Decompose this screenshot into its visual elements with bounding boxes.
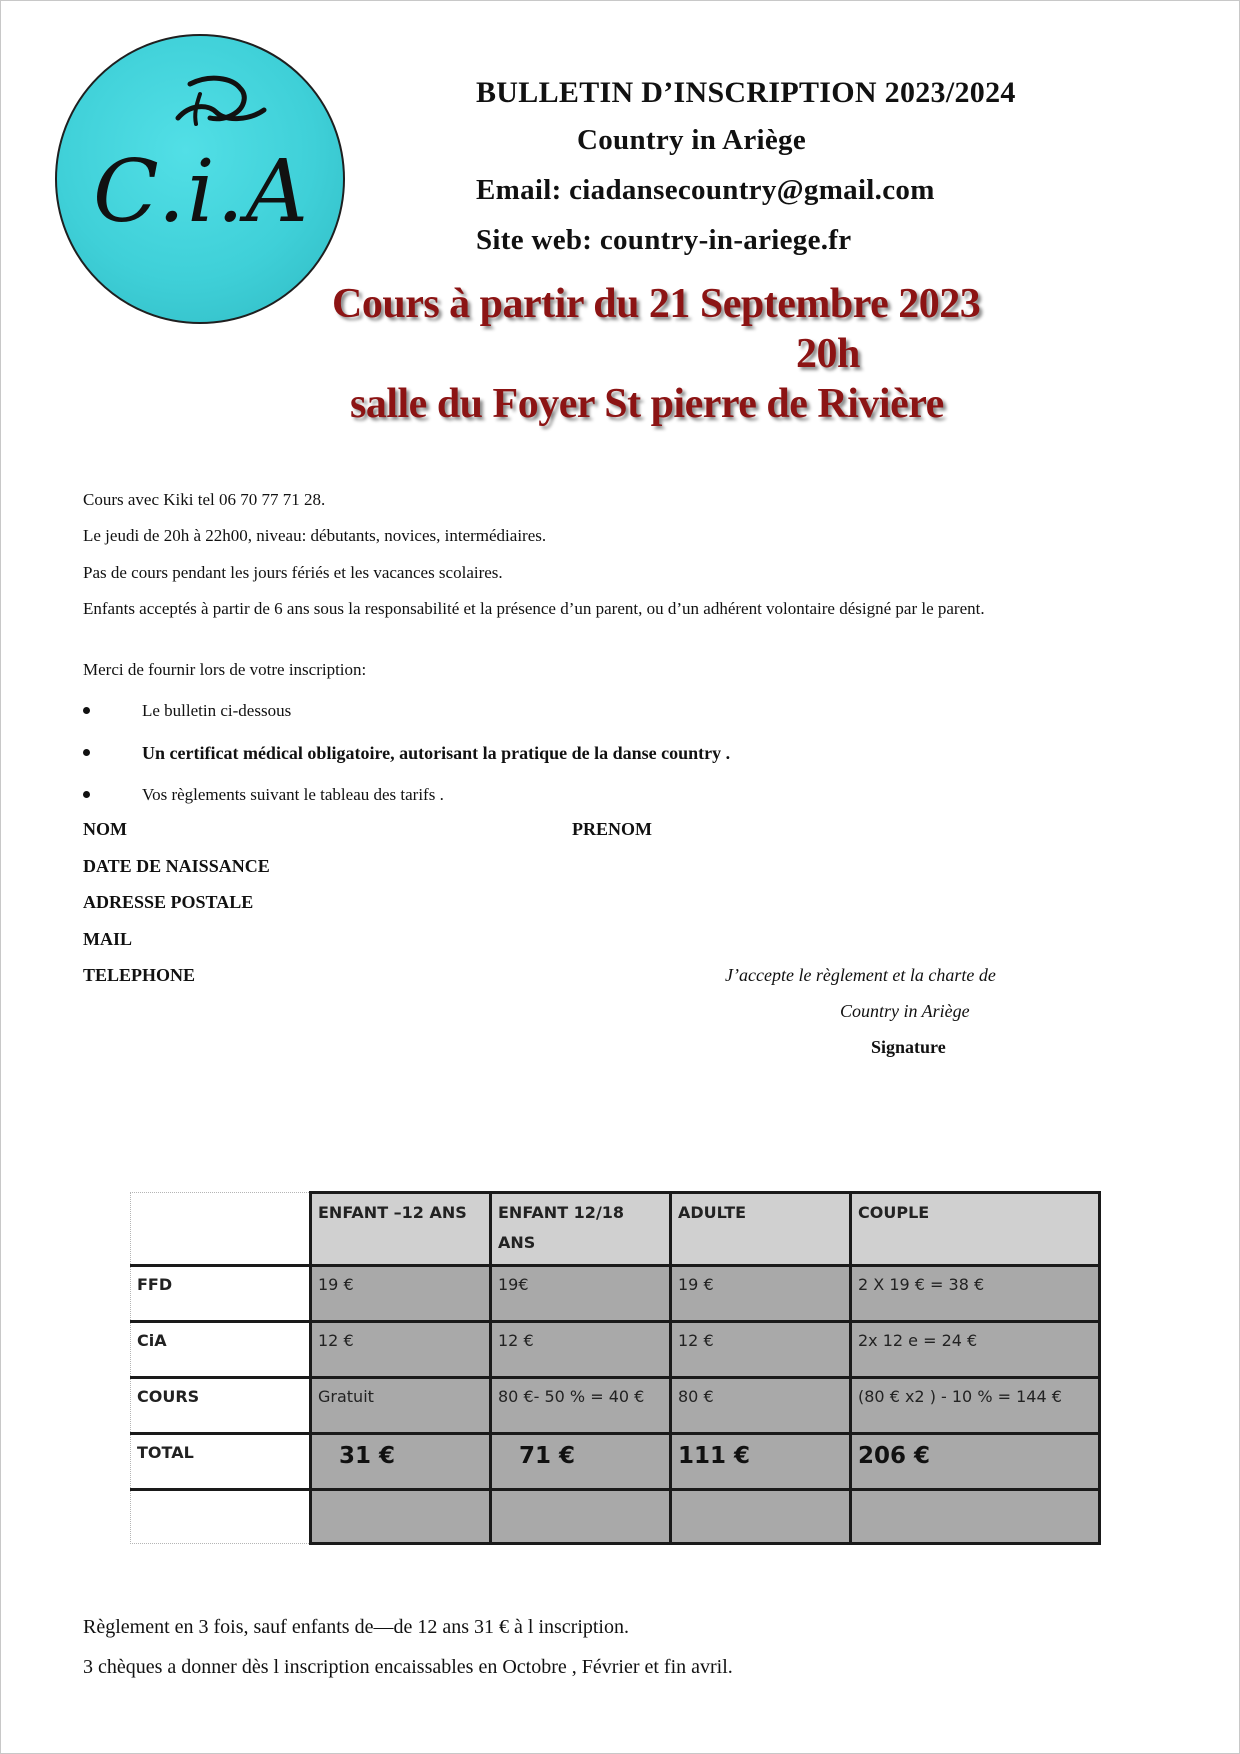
total-cell: 111 € xyxy=(671,1434,851,1490)
table-cell: 19€ xyxy=(491,1266,671,1322)
table-cell xyxy=(851,1490,1100,1544)
table-corner-cell xyxy=(131,1193,311,1266)
total-cell: 71 € xyxy=(491,1434,671,1490)
table-row-empty xyxy=(131,1490,1100,1544)
column-header: ENFANT –12 ANS xyxy=(311,1193,491,1266)
row-header xyxy=(131,1490,311,1544)
bullet-item: Un certificat médical obligatoire, autorisant la pratique de la danse country . xyxy=(142,743,731,763)
contact-email: Email: ciadansecountry@gmail.com xyxy=(476,174,935,206)
birthdate-label: DATE DE NAISSANCE xyxy=(83,856,270,876)
holidays-info: Pas de cours pendant les jours fériés et les vacances scolaires. xyxy=(83,563,503,582)
row-header: FFD xyxy=(131,1266,311,1322)
bullet-dot xyxy=(83,749,90,756)
bullet-dot xyxy=(83,791,90,798)
telephone-label: TELEPHONE xyxy=(83,965,196,985)
table-row xyxy=(131,1322,1100,1378)
column-header: ADULTE xyxy=(671,1193,851,1266)
pricing-table xyxy=(130,1191,1101,1545)
promo-start-date: Cours à partir du 21 Septembre 2023 xyxy=(332,281,981,327)
org-name: Country in Ariège xyxy=(577,124,807,156)
address-label: ADRESSE POSTALE xyxy=(83,892,254,912)
table-cell: 19 € xyxy=(671,1266,851,1322)
table-cell xyxy=(671,1490,851,1544)
total-cell: 31 € xyxy=(311,1434,491,1490)
payment-terms: Règlement en 3 fois, sauf enfants de—de 12 ans 31 € à l inscription. xyxy=(83,1616,629,1638)
form-title: BULLETIN D’INSCRIPTION 2023/2024 xyxy=(476,76,1016,109)
table-row-total xyxy=(131,1434,1100,1490)
table-cell: 19 € xyxy=(311,1266,491,1322)
bullet-item: Le bulletin ci-dessous xyxy=(142,701,292,720)
cheque-terms: 3 chèques a donner dès l inscription encaissables en Octobre , Février et fin avril. xyxy=(83,1656,733,1678)
table-cell: 12 € xyxy=(311,1322,491,1378)
children-info: Enfants acceptés à partir de 6 ans sous la responsabilité et la présence d’un parent, ou d’un adhérent volontaire désigné par le parent. xyxy=(83,599,985,618)
table-cell: Gratuit xyxy=(311,1378,491,1434)
prenom-label: PRENOM xyxy=(572,819,652,839)
accept-org-name: Country in Ariège xyxy=(840,1001,970,1021)
table-row xyxy=(131,1378,1100,1434)
column-header: COUPLE xyxy=(851,1193,1100,1266)
bullet-item: Vos règlements suivant le tableau des tarifs . xyxy=(142,785,444,804)
promo-time: 20h xyxy=(796,331,860,377)
row-header: TOTAL xyxy=(131,1434,311,1490)
table-cell: 2 X 19 € = 38 € xyxy=(851,1266,1100,1322)
nom-label: NOM xyxy=(83,819,127,839)
provide-intro: Merci de fournir lors de votre inscription: xyxy=(83,660,367,679)
row-header: CiA xyxy=(131,1322,311,1378)
table-cell: 80 € xyxy=(671,1378,851,1434)
table-cell: 12 € xyxy=(491,1322,671,1378)
table-cell: (80 € x2 ) - 10 % = 144 € xyxy=(851,1378,1100,1434)
schedule-info: Le jeudi de 20h à 22h00, niveau: débutants, novices, intermédiaires. xyxy=(83,526,547,545)
column-header: ENFANT 12/18 ANS xyxy=(491,1193,671,1266)
promo-location: salle du Foyer St pierre de Rivière xyxy=(350,381,944,427)
table-cell: 80 €- 50 % = 40 € xyxy=(491,1378,671,1434)
website: Site web: country-in-ariege.fr xyxy=(476,224,852,256)
table-cell xyxy=(491,1490,671,1544)
logo-text: C.i.A xyxy=(93,142,311,242)
total-cell: 206 € xyxy=(851,1434,1100,1490)
mail-label: MAIL xyxy=(83,929,132,949)
bullet-dot xyxy=(83,707,90,714)
signature-label: Signature xyxy=(871,1037,946,1057)
teacher-info: Cours avec Kiki tel 06 70 77 71 28. xyxy=(83,490,326,509)
table-cell: 12 € xyxy=(671,1322,851,1378)
table-cell: 2x 12 e = 24 € xyxy=(851,1322,1100,1378)
table-cell xyxy=(311,1490,491,1544)
accept-rules-text: J’accepte le règlement et la charte de xyxy=(725,965,996,985)
row-header: COURS xyxy=(131,1378,311,1434)
table-row xyxy=(131,1266,1100,1322)
table-header-row xyxy=(131,1193,1100,1266)
